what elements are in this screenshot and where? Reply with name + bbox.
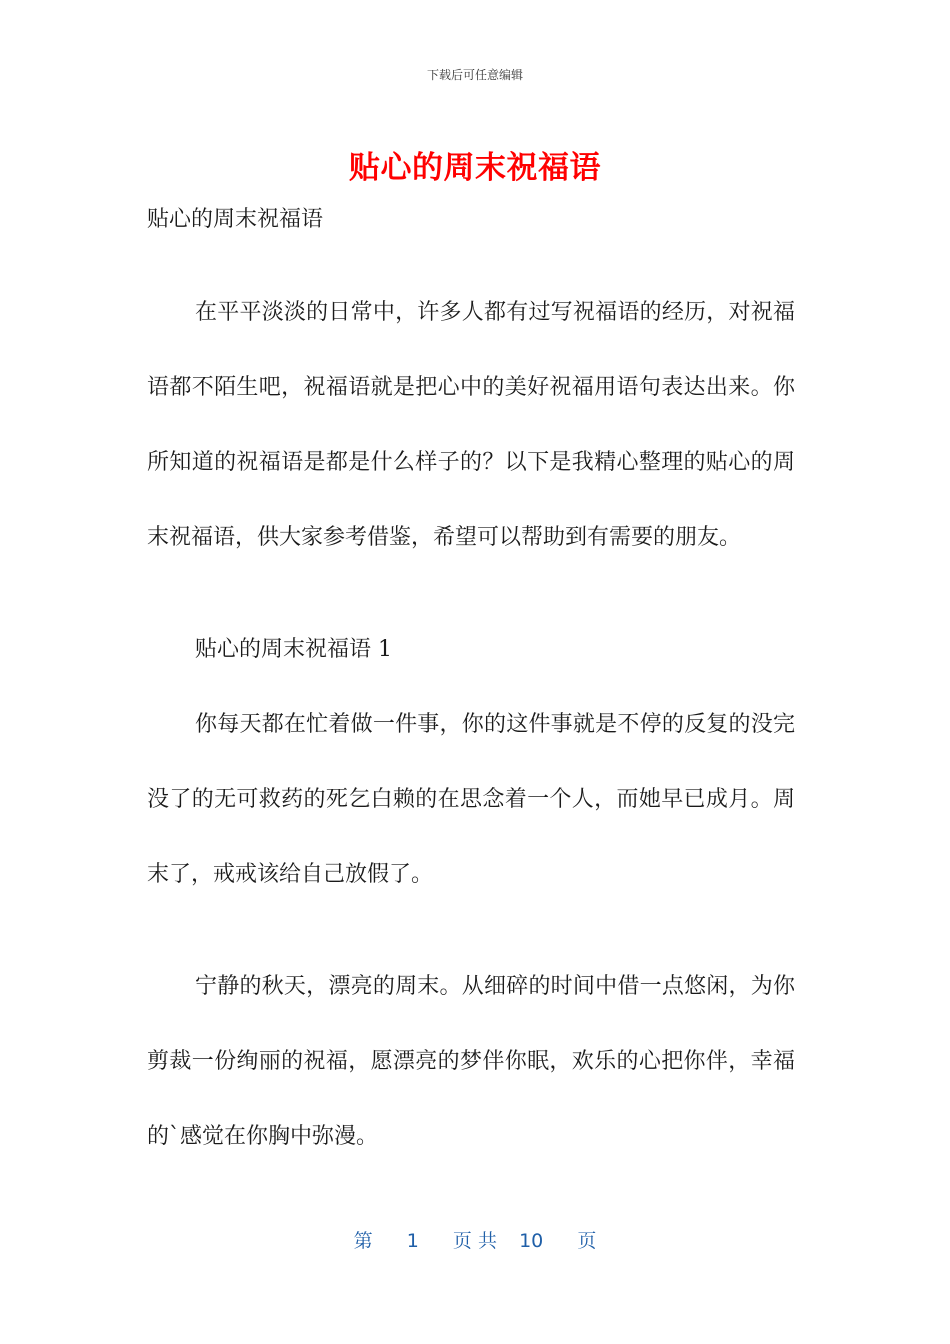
document-title: 贴心的周末祝福语 bbox=[349, 150, 601, 186]
section-heading: 贴心的周末祝福语 1 bbox=[195, 637, 392, 662]
footer-total-pages: 10 bbox=[519, 1230, 544, 1252]
header-note: 下载后可任意编辑 bbox=[426, 68, 523, 82]
footer-page-number: 1 bbox=[406, 1230, 419, 1252]
footer-suffix: 页 bbox=[577, 1230, 597, 1252]
footer-middle: 页 共 bbox=[452, 1230, 497, 1252]
page-footer bbox=[0, 1226, 950, 1253]
document-body bbox=[147, 200, 795, 1211]
body-paragraph-1: 你每天都在忙着做一件事，你的这件事就是不停的反复的没完没了的无可救药的死乞白赖的在思念着一个人，而她早已成月。周末了，戒戒该给自己放假了。 bbox=[147, 712, 795, 887]
document-subtitle: 贴心的周末祝福语 bbox=[147, 207, 324, 232]
body-paragraph-2: 宁静的秋天，漂亮的周末。从细碎的时间中借一点悠闲，为你剪裁一份绚丽的祝福，愿漂亮的梦伴你眠，欢乐的心把你伴，幸福的`感觉在你胸中弥漫。 bbox=[147, 974, 795, 1149]
footer-prefix: 第 bbox=[353, 1230, 373, 1252]
intro-paragraph: 在平平淡淡的日常中，许多人都有过写祝福语的经历，对祝福语都不陌生吧，祝福语就是把心中的美好祝福用语句表达出来。你所知道的祝福语是都是什么样子的？以下是我精心整理的贴心的周末祝福语，供大家参考借鉴，希望可以帮助到有需要的朋友。 bbox=[147, 300, 795, 550]
